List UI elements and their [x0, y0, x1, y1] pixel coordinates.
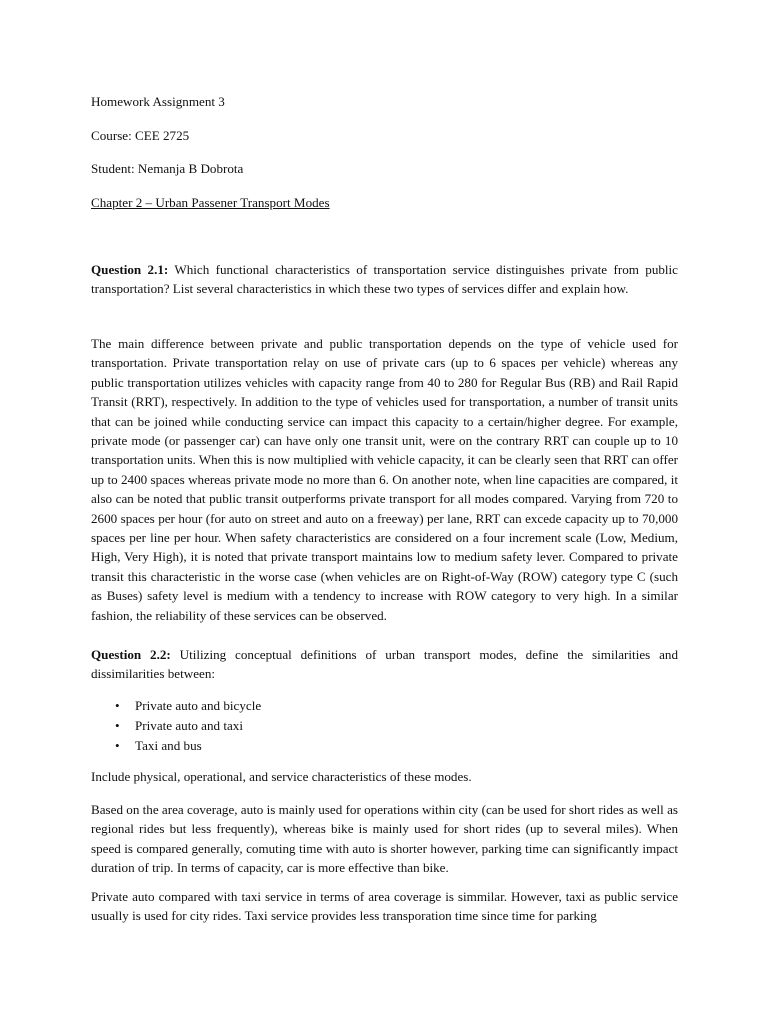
chapter-heading: Chapter 2 – Urban Passener Transport Modes	[91, 195, 330, 210]
question-2-2-text: Utilizing conceptual definitions of urban transport modes, define the similarities and dissimilarities between:	[91, 647, 679, 682]
include-block	[91, 767, 678, 786]
list-item: • Private auto and taxi	[91, 716, 678, 736]
assignment-title: Homework Assignment 3	[91, 94, 225, 109]
question-2-1-block	[91, 260, 678, 299]
bullet-icon: •	[115, 718, 120, 733]
student-line: Student: Nemanja B Dobrota	[91, 161, 244, 176]
question-2-1-text: Which functional characteristics of transportation service distinguishes private from public transportation? List several characteristics in which these two types of services differ and explain how.	[91, 262, 678, 297]
bullet-icon: •	[115, 738, 120, 753]
answer-2-2-part1-block	[91, 800, 678, 878]
answer-2-2-part1: Based on the area coverage, auto is mainly used for operations within city (can be used for short rides as well as regional rides but less frequently), whereas bike is mainly used for short rides (up to several miles). When speed is compared generally, comuting time with auto is shorter however, parking time can significantly impact duration of trip. In terms of capacity, car is more effective than bike.	[91, 802, 678, 876]
question-2-2-label: Question 2.2:	[91, 647, 171, 662]
question-2-1	[91, 260, 678, 299]
question-2-2-block	[91, 645, 678, 684]
list-item: • Taxi and bus	[91, 736, 678, 756]
question-2-2	[91, 645, 678, 684]
bullet-list-block	[91, 696, 678, 756]
answer-2-1-block	[91, 334, 678, 625]
answer-2-1: The main difference between private and public transportation depends on the type of vehicle used for transportation. Private transportation relay on use of private cars (up to 6 spaces per vehicle) whereas any public transportation utilizes vehicles with capacity range from 40 to 280 for Regular Bus (RB) and Rail Rapid Transit (RRT), respectively. In addition to the type of vehicles used for transportation, a number of transit units that can be joined while conducting service can impact this capacity to a certain/higher degree. For example, private mode (or passenger car) can have only one transit unit, were on the contrary RRT can couple up to 10 transportation units. When this is now multiplied with vehicle capacity, it can be clearly seen that RRT can offer up to 2400 spaces whereas private mode no more than 6. On another note, when line capacities are compared, it also can be noted that public transit outperforms private transport for all modes compared. Varying from 720 to 2600 spaces per hour (for auto on street and auto on a freeway) per lane, RRT can excede capacity up to 70,000 spaces per line per hour. When safety characteristics are considered on a four increment scale (Low, Medium, High, Very High), it is noted that private transport maintains low to medium safety lever. Compared to private transit this characteristic in the worse case (when vehicles are on Right-of-Way (ROW) category type C (such as Buses) safety level is medium with a tendency to increase with ROW category to very high. In a similar fashion, the reliability of these services can be observed.	[91, 336, 678, 623]
question-2-1-label: Question 2.1:	[91, 262, 169, 277]
course-line: Course: CEE 2725	[91, 128, 190, 143]
bullet-list	[91, 696, 678, 756]
answer-2-2-part2-block	[91, 887, 678, 926]
answer-2-2-part2: Private auto compared with taxi service in terms of area coverage is simmilar. However, taxi as public service usually is used for city rides. Taxi service provides less transporation time since time for parking	[91, 889, 678, 924]
include-instruction: Include physical, operational, and service characteristics of these modes.	[91, 769, 472, 784]
list-item: • Private auto and bicycle	[91, 696, 678, 716]
bullet-icon: •	[115, 698, 120, 713]
